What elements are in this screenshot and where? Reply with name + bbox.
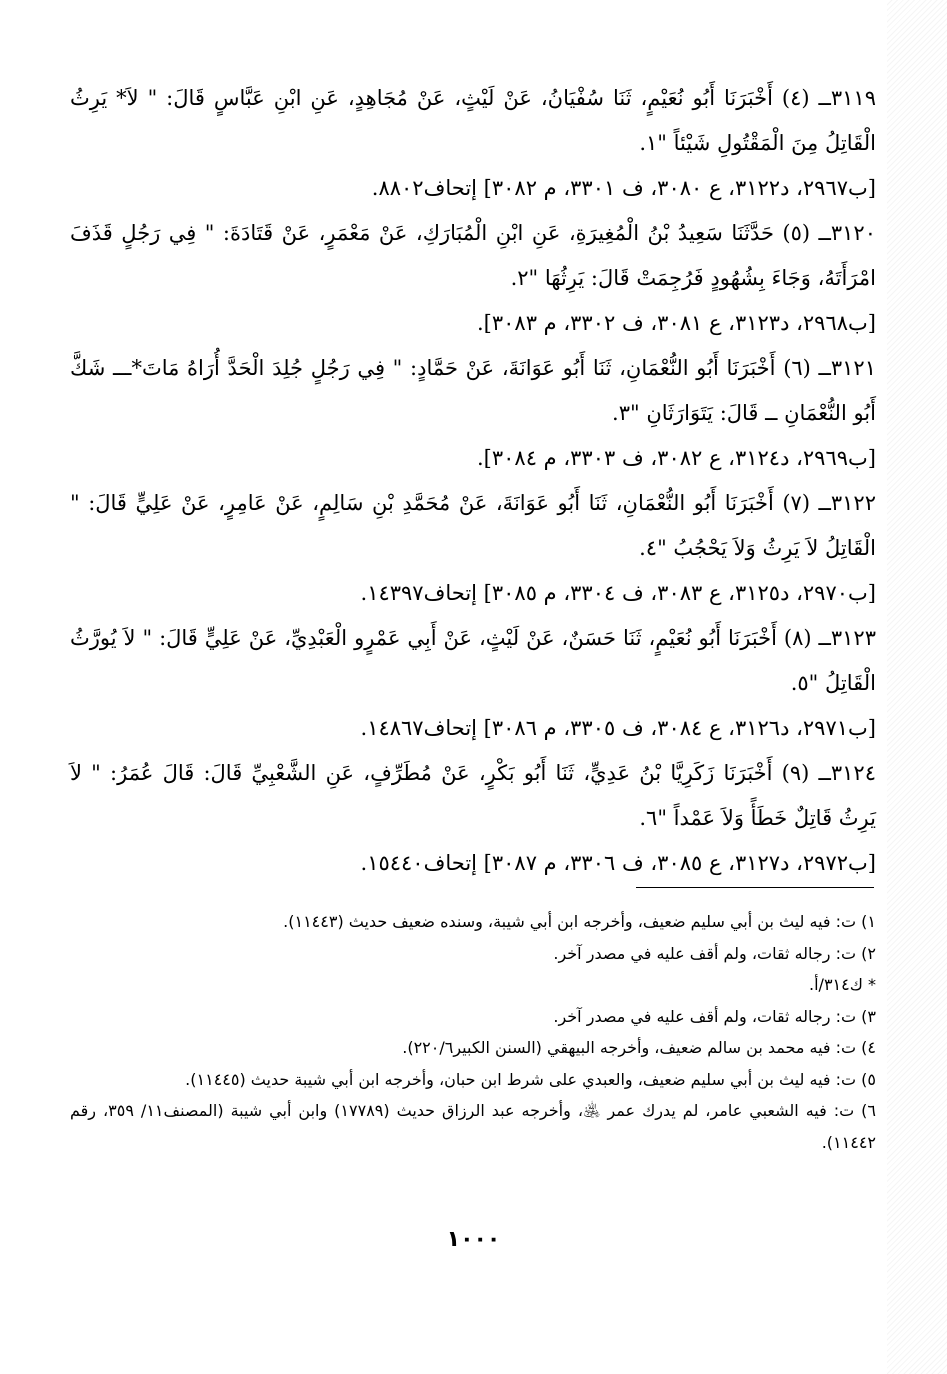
- hadith-3124: ٣١٢٤ــ (٩) أَخْبَرَنَا زَكَرِيَّا بْنُ عَدِيٍّ، ثَنَا أَبُو بَكْرٍ، عَنْ مُطَرِّفٍ، عَنِ الشَّعْبِيِّ قَالَ: قَالَ عُمَرُ: " لاَ يَرِثُ قَاتِلٌ خَطَأً وَلاَ عَمْداً "٦.: [70, 761, 876, 830]
- footnote-3: ٣) ت: رجاله ثقات، ولم أقف عليه في مصدر آخر.: [553, 1006, 876, 1026]
- footnotes: [70, 906, 876, 1158]
- hadith-3123: ٣١٢٣ــ (٨) أَخْبَرَنَا أَبُو نُعَيْمٍ، ثَنَا حَسَنٌ، عَنْ لَيْثٍ، عَنْ أَبِي عَمْرٍو الْعَبْدِيِّ، عَنْ عَلِيٍّ قَالَ: " لاَ يُورَّثُ الْقَاتِلُ "٥.: [70, 626, 876, 695]
- hadith-3120-reference: [ب٢٩٦٨، د٣١٢٣، ع ٣٠٨١، ف ٣٣٠٢، م ٣٠٨٣].: [477, 311, 876, 335]
- footnote-2: ٢) ت: رجاله ثقات، ولم أقف عليه في مصدر آخر.: [553, 943, 876, 963]
- hadith-3119: ٣١١٩ــ (٤) أَخْبَرَنَا أَبُو نُعَيْمٍ، ثَنَا سُفْيَانُ، عَنْ لَيْثٍ، عَنْ مُجَاهِدٍ، عَنِ ابْنِ عَبَّاسٍ قَالَ: " لاَ* يَرِثُ الْقَاتِلُ مِنَ الْمَقْتُولِ شَيْئاً "١.: [70, 86, 876, 155]
- hadith-3119-reference: [ب٢٩٦٧، د٣١٢٢، ع ٣٠٨٠، ف ٣٣٠١، م ٣٠٨٢] إتحاف٨٨٠٢.: [371, 176, 876, 200]
- footnote-4: ٤) ت: فيه محمد بن سالم ضعيف، وأخرجه البيهقي (السنن الكبير٢٢٠/٦).: [402, 1038, 876, 1057]
- footnote-6: ٦) ت: فيه الشعبي عامر، لم يدرك عمر ﵁، وأخرجه عبد الرزاق حديث (١٧٧٨٩) وابن أبي شيبة (المصنف١١/ ٣٥٩، رقم ١١٤٤٢).: [70, 1101, 877, 1152]
- hadith-3121: ٣١٢١ــ (٦) أَخْبَرَنَا أَبُو النُّعْمَانِ، ثَنَا أَبُو عَوَانَةَ، عَنْ حَمَّادٍ: " فِي رَجُلٍ جُلِدَ الْحَدَّ أُرَاهُ مَاتَ*ـــ شَكَّ أَبُو النُّعْمَانِ ــ قَالَ: يَتَوَارَثَانِ "٣.: [70, 356, 876, 425]
- hadith-3121-reference: [ب٢٩٦٩، د٣١٢٤، ع ٣٠٨٢، ف ٣٣٠٣، م ٣٠٨٤].: [477, 446, 876, 470]
- page-number: ١٠٠٠: [446, 1227, 501, 1252]
- hadith-3124-reference: [ب٢٩٧٢، د٣١٢٧، ع ٣٠٨٥، ف ٣٣٠٦، م ٣٠٨٧] إتحاف١٥٤٤٠.: [360, 851, 876, 875]
- footnote-separator: [636, 887, 874, 888]
- hadith-3122-reference: [ب٢٩٧٠، د٣١٢٥، ع ٣٠٨٣، ف ٣٣٠٤، م ٣٠٨٥] إتحاف١٤٣٩٧.: [360, 581, 876, 605]
- hadith-3122: ٣١٢٢ــ (٧) أَخْبَرَنَا أَبُو النُّعْمَانِ، ثَنَا أَبُو عَوَانَةَ، عَنْ مُحَمَّدِ بْنِ سَالِمٍ، عَنْ عَامِرٍ، عَنْ عَلِيٍّ قَالَ: " الْقَاتِلُ لاَ يَرِثُ وَلاَ يَحْجُبُ "٤.: [70, 491, 876, 560]
- footnote-5: ٥) ت: فيه ليث بن أبي سليم ضعيف، والعبدي على شرط ابن حبان، وأخرجه ابن أبي شيبة حديث (١١٤٤٥).: [185, 1069, 876, 1089]
- footnote-manuscript-marker: * ك٣١٤/أ.: [809, 975, 876, 994]
- footnote-1: ١) ت: فيه ليث بن أبي سليم ضعيف، وأخرجه ابن أبي شيبة، وسنده ضعيف حديث (١١٤٤٣).: [283, 912, 876, 931]
- main-text: [70, 76, 876, 886]
- hadith-3120: ٣١٢٠ــ (٥) حَدَّثَنَا سَعِيدُ بْنُ الْمُغِيرَةِ، عَنِ ابْنِ الْمُبَارَكِ، عَنْ مَعْمَرٍ، عَنْ قَتَادَةَ: " فِي رَجُلٍ قَذَفَ امْرَأَتَهُ، وَجَاءَ بِشُهُودٍ فَرُجِمَتْ قَالَ: يَرِثُهَا "٢.: [70, 221, 876, 290]
- hadith-3123-reference: [ب٢٩٧١، د٣١٢٦، ع ٣٠٨٤، ف ٣٣٠٥، م ٣٠٨٦] إتحاف١٤٨٦٧.: [360, 716, 876, 740]
